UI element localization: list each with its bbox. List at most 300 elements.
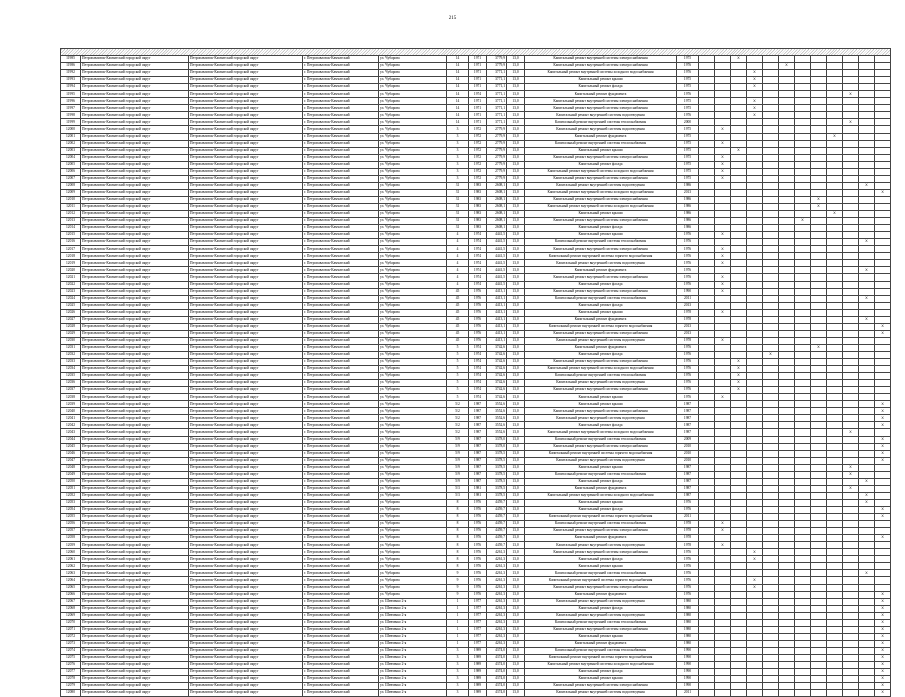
- mark-cell: [795, 605, 811, 612]
- mark-cell: [763, 429, 779, 436]
- mark-cell: X: [875, 647, 891, 654]
- mark-cell: [843, 274, 859, 281]
- mark-cell: [843, 225, 859, 232]
- last-repair-year-cell: 1976: [677, 351, 699, 358]
- municipality-cell-2: Петропавловск-Камчатский городской округ: [189, 84, 303, 91]
- mark-cell: [763, 612, 779, 619]
- street-cell: ул. Чубарова: [379, 77, 447, 84]
- last-repair-year-cell: 1976: [677, 112, 699, 119]
- municipality-cell-2: Петропавловск-Камчатский городской округ: [189, 492, 303, 499]
- mark-cell: [763, 239, 779, 246]
- area-cell: 4261,3: [487, 591, 507, 598]
- house-number-cell: 8: [447, 549, 469, 556]
- table-row: [61, 63, 891, 70]
- row-id: 12049: [61, 471, 81, 478]
- mark-cell: [875, 542, 891, 549]
- work-type-cell: Капитальный ремонт внутренней системы горячего водоснабжения: [525, 654, 677, 661]
- work-type-cell: Капитальный ремонт внутренней системы электроснабжения: [525, 584, 677, 591]
- mark-cell: [795, 359, 811, 366]
- mark-cell: [795, 676, 811, 683]
- mark-cell: [763, 119, 779, 126]
- mark-cell: [843, 288, 859, 295]
- house-number-cell: 14: [447, 77, 469, 84]
- area-cell: 2608,1: [487, 225, 507, 232]
- last-repair-year-cell: 1975: [677, 84, 699, 91]
- mark-cell: [827, 485, 843, 492]
- fee-cell: 13,0: [507, 591, 525, 598]
- area-cell: 4441,5: [487, 246, 507, 253]
- municipality-cell: Петропавловск-Камчатский городской округ: [81, 492, 189, 499]
- mark-cell: [811, 147, 827, 154]
- work-type-cell: Капитальный ремонт внутренней системы холодного водоснабжения: [525, 662, 677, 669]
- table-row: [61, 288, 891, 295]
- house-number-cell: 5: [447, 359, 469, 366]
- municipality-cell-2: Петропавловск-Камчатский городской округ: [189, 373, 303, 380]
- year-cell: 1971: [469, 63, 487, 70]
- fee-cell: 13,0: [507, 577, 525, 584]
- mark-cell: [811, 239, 827, 246]
- last-repair-year-cell: 1980: [677, 640, 699, 647]
- mark-cell: [795, 556, 811, 563]
- work-type-cell: Капитальный ремонт фундамента: [525, 344, 677, 351]
- mark-cell: [795, 570, 811, 577]
- house-number-cell: 8: [447, 528, 469, 535]
- mark-cell: [779, 295, 795, 302]
- mark-cell: [811, 98, 827, 105]
- year-cell: 1972: [469, 140, 487, 147]
- year-cell: 1972: [469, 168, 487, 175]
- mark-cell: [699, 683, 715, 690]
- mark-cell: [779, 591, 795, 598]
- mark-cell: [843, 56, 859, 63]
- year-cell: 1976: [469, 288, 487, 295]
- mark-cell: [763, 77, 779, 84]
- mark-cell: [843, 316, 859, 323]
- area-cell: 4459,7: [487, 514, 507, 521]
- municipality-cell-2: Петропавловск-Камчатский городской округ: [189, 436, 303, 443]
- year-cell: 1974: [469, 359, 487, 366]
- mark-cell: [843, 662, 859, 669]
- mark-cell: [747, 295, 763, 302]
- work-type-cell: Капитальный ремонт внутренней системы теплоснабжения: [525, 239, 677, 246]
- house-number-cell: 3: [447, 140, 469, 147]
- mark-cell: [843, 457, 859, 464]
- fee-cell: 13,0: [507, 351, 525, 358]
- year-cell: 1983: [469, 196, 487, 203]
- table-row: [61, 373, 891, 380]
- mark-cell: [843, 373, 859, 380]
- mark-cell: [779, 253, 795, 260]
- mark-cell: [811, 436, 827, 443]
- mark-cell: [715, 429, 731, 436]
- house-number-cell: 3: [447, 647, 469, 654]
- mark-cell: [811, 584, 827, 591]
- mark-cell: [827, 640, 843, 647]
- last-repair-year-cell: 1976: [677, 91, 699, 98]
- municipality-cell-2: Петропавловск-Камчатский городской округ: [189, 514, 303, 521]
- mark-cell: [715, 408, 731, 415]
- mark-cell: [843, 84, 859, 91]
- mark-cell: [715, 626, 731, 633]
- mark-cell: X: [859, 499, 875, 506]
- mark-cell: [715, 535, 731, 542]
- mark-cell: [795, 633, 811, 640]
- mark-cell: [715, 450, 731, 457]
- row-id: 12012: [61, 211, 81, 218]
- municipality-cell-2: Петропавловск-Камчатский городской округ: [189, 690, 303, 697]
- mark-cell: [875, 563, 891, 570]
- mark-cell: [731, 514, 747, 521]
- mark-cell: [875, 260, 891, 267]
- table-row: [61, 640, 891, 647]
- year-cell: 1981: [469, 492, 487, 499]
- mark-cell: [827, 175, 843, 182]
- work-type-cell: Капитальный ремонт внутренней системы холодного водоснабжения: [525, 366, 677, 373]
- row-id: 12061: [61, 556, 81, 563]
- table-row: [61, 654, 891, 661]
- mark-cell: [875, 112, 891, 119]
- fee-cell: 13,0: [507, 147, 525, 154]
- mark-cell: [715, 640, 731, 647]
- mark-cell: [699, 633, 715, 640]
- house-number-cell: 3: [447, 147, 469, 154]
- mark-cell: [699, 690, 715, 697]
- work-type-cell: Капитальный ремонт внутренней системы водоотведения: [525, 690, 677, 697]
- area-cell: 3378,5: [487, 464, 507, 471]
- row-id: 12015: [61, 232, 81, 239]
- mark-cell: [763, 211, 779, 218]
- mark-cell: [795, 84, 811, 91]
- mark-cell: [827, 521, 843, 528]
- mark-cell: [731, 690, 747, 697]
- last-repair-year-cell: 1990: [677, 683, 699, 690]
- city-cell: г. Петропавловск-Камчатский: [303, 591, 379, 598]
- municipality-cell: Петропавловск-Камчатский городской округ: [81, 288, 189, 295]
- municipality-cell: Петропавловск-Камчатский городской округ: [81, 274, 189, 281]
- mark-cell: [763, 373, 779, 380]
- last-repair-year-cell: 1978: [677, 528, 699, 535]
- mark-cell: [795, 330, 811, 337]
- municipality-cell: Петропавловск-Камчатский городской округ: [81, 91, 189, 98]
- mark-cell: [763, 626, 779, 633]
- area-cell: 2779,9: [487, 140, 507, 147]
- row-id: 12055: [61, 514, 81, 521]
- table-row: [61, 182, 891, 189]
- house-number-cell: 45: [447, 288, 469, 295]
- mark-cell: [699, 337, 715, 344]
- mark-cell: [827, 267, 843, 274]
- house-number-cell: 8: [447, 542, 469, 549]
- mark-cell: [859, 77, 875, 84]
- street-cell: ул. Чубарова: [379, 570, 447, 577]
- municipality-cell: Петропавловск-Камчатский городской округ: [81, 570, 189, 577]
- street-cell: ул. Чубарова: [379, 359, 447, 366]
- fee-cell: 13,0: [507, 203, 525, 210]
- work-type-cell: Капитальный ремонт внутренней системы холодного водоснабжения: [525, 70, 677, 77]
- mark-cell: [779, 584, 795, 591]
- area-cell: 4441,5: [487, 267, 507, 274]
- mark-cell: [859, 56, 875, 63]
- mark-cell: [747, 633, 763, 640]
- mark-cell: [827, 154, 843, 161]
- work-type-cell: Капитальный ремонт внутренней системы электроснабжения: [525, 683, 677, 690]
- year-cell: 1972: [469, 126, 487, 133]
- mark-cell: [795, 133, 811, 140]
- row-id: 11995: [61, 91, 81, 98]
- mark-cell: [827, 591, 843, 598]
- mark-cell: [731, 161, 747, 168]
- mark-cell: [875, 91, 891, 98]
- mark-cell: [859, 626, 875, 633]
- mark-cell: [699, 429, 715, 436]
- mark-cell: [875, 373, 891, 380]
- mark-cell: [731, 126, 747, 133]
- work-type-cell: Капитальный ремонт фасада: [525, 161, 677, 168]
- municipality-cell: Петропавловск-Камчатский городской округ: [81, 225, 189, 232]
- mark-cell: [875, 309, 891, 316]
- fee-cell: 13,0: [507, 633, 525, 640]
- mark-cell: [731, 84, 747, 91]
- mark-cell: [843, 619, 859, 626]
- municipality-cell-2: Петропавловск-Камчатский городской округ: [189, 70, 303, 77]
- mark-cell: [699, 373, 715, 380]
- year-cell: 1987: [469, 471, 487, 478]
- mark-cell: [827, 528, 843, 535]
- mark-cell: [731, 499, 747, 506]
- mark-cell: [875, 485, 891, 492]
- mark-cell: [779, 359, 795, 366]
- work-type-cell: Капитальный ремонт внутренней системы электроснабжения: [525, 154, 677, 161]
- mark-cell: [827, 218, 843, 225]
- city-cell: г. Петропавловск-Камчатский: [303, 260, 379, 267]
- mark-cell: [779, 288, 795, 295]
- mark-cell: [859, 598, 875, 605]
- mark-cell: [699, 464, 715, 471]
- area-cell: 3771,1: [487, 70, 507, 77]
- table-row: [61, 429, 891, 436]
- street-cell: ул. Шевченко 2-я: [379, 605, 447, 612]
- mark-cell: [731, 175, 747, 182]
- mark-cell: [715, 598, 731, 605]
- mark-cell: [715, 492, 731, 499]
- municipality-cell-2: Петропавловск-Камчатский городской округ: [189, 478, 303, 485]
- fee-cell: 13,0: [507, 373, 525, 380]
- house-number-cell: 1: [447, 633, 469, 640]
- year-cell: 1974: [469, 253, 487, 260]
- area-cell: 4441,5: [487, 260, 507, 267]
- municipality-cell: Петропавловск-Камчатский городской округ: [81, 302, 189, 309]
- mark-cell: [811, 669, 827, 676]
- mark-cell: [875, 140, 891, 147]
- work-type-cell: Капитальный ремонт крыши: [525, 77, 677, 84]
- mark-cell: [779, 70, 795, 77]
- mark-cell: [731, 647, 747, 654]
- mark-cell: [779, 351, 795, 358]
- mark-cell: [811, 302, 827, 309]
- mark-cell: [699, 528, 715, 535]
- mark-cell: [827, 690, 843, 697]
- area-cell: 3552,6: [487, 408, 507, 415]
- fee-cell: 13,0: [507, 344, 525, 351]
- year-cell: 1983: [469, 189, 487, 196]
- municipality-cell: Петропавловск-Камчатский городской округ: [81, 351, 189, 358]
- mark-cell: [875, 70, 891, 77]
- mark-cell: [699, 676, 715, 683]
- street-cell: ул. Чубарова: [379, 443, 447, 450]
- mark-cell: [763, 464, 779, 471]
- municipality-cell: Петропавловск-Камчатский городской округ: [81, 147, 189, 154]
- street-cell: ул. Шевченко 2-я: [379, 626, 447, 633]
- year-cell: 1971: [469, 84, 487, 91]
- mark-cell: [859, 288, 875, 295]
- house-number-cell: 8: [447, 563, 469, 570]
- mark-cell: [779, 387, 795, 394]
- mark-cell: [827, 373, 843, 380]
- mark-cell: [699, 175, 715, 182]
- mark-cell: [699, 323, 715, 330]
- area-cell: 4441,5: [487, 281, 507, 288]
- mark-cell: X: [747, 98, 763, 105]
- mark-cell: X: [715, 246, 731, 253]
- mark-cell: X: [811, 196, 827, 203]
- work-type-cell: Капитальный ремонт внутренней системы электроснабжения: [525, 63, 677, 70]
- mark-cell: [795, 196, 811, 203]
- mark-cell: [779, 633, 795, 640]
- table-row: [61, 126, 891, 133]
- mark-cell: [827, 70, 843, 77]
- mark-cell: [859, 443, 875, 450]
- mark-cell: [843, 309, 859, 316]
- mark-cell: [699, 394, 715, 401]
- municipality-cell: Петропавловск-Камчатский городской округ: [81, 598, 189, 605]
- municipality-cell: Петропавловск-Камчатский городской округ: [81, 112, 189, 119]
- mark-cell: [843, 492, 859, 499]
- mark-cell: [875, 295, 891, 302]
- row-id: 12022: [61, 281, 81, 288]
- mark-cell: [779, 577, 795, 584]
- fee-cell: 13,0: [507, 570, 525, 577]
- year-cell: 1976: [469, 323, 487, 330]
- mark-cell: [827, 542, 843, 549]
- municipality-cell-2: Петропавловск-Камчатский городской округ: [189, 549, 303, 556]
- mark-cell: [715, 70, 731, 77]
- city-cell: г. Петропавловск-Камчатский: [303, 676, 379, 683]
- mark-cell: [731, 598, 747, 605]
- house-number-cell: 3: [447, 683, 469, 690]
- row-id: 12067: [61, 598, 81, 605]
- house-number-cell: 8: [447, 521, 469, 528]
- municipality-cell: Петропавловск-Камчатский городской округ: [81, 359, 189, 366]
- work-type-cell: Капитальный ремонт внутренней системы теплоснабжения: [525, 295, 677, 302]
- work-type-cell: Капитальный ремонт фасада: [525, 225, 677, 232]
- city-cell: г. Петропавловск-Камчатский: [303, 351, 379, 358]
- area-cell: 4374,0: [487, 683, 507, 690]
- table-row: [61, 140, 891, 147]
- mark-cell: [827, 168, 843, 175]
- mark-cell: X: [875, 535, 891, 542]
- year-cell: 1987: [469, 478, 487, 485]
- mark-cell: [843, 584, 859, 591]
- mark-cell: [715, 612, 731, 619]
- mark-cell: [763, 408, 779, 415]
- last-repair-year-cell: 1987: [677, 422, 699, 429]
- mark-cell: [699, 260, 715, 267]
- year-cell: 1971: [469, 56, 487, 63]
- mark-cell: [699, 140, 715, 147]
- municipality-cell-2: Петропавловск-Камчатский городской округ: [189, 274, 303, 281]
- mark-cell: [875, 105, 891, 112]
- work-type-cell: Капитальный ремонт внутренней системы водоотведения: [525, 415, 677, 422]
- municipality-cell-2: Петропавловск-Камчатский городской округ: [189, 528, 303, 535]
- mark-cell: [795, 626, 811, 633]
- mark-cell: [715, 147, 731, 154]
- municipality-cell-2: Петропавловск-Камчатский городской округ: [189, 605, 303, 612]
- mark-cell: [747, 267, 763, 274]
- mark-cell: [843, 521, 859, 528]
- municipality-cell-2: Петропавловск-Камчатский городской округ: [189, 232, 303, 239]
- mark-cell: [731, 344, 747, 351]
- mark-cell: [699, 408, 715, 415]
- municipality-cell-2: Петропавловск-Камчатский городской округ: [189, 591, 303, 598]
- mark-cell: [875, 549, 891, 556]
- mark-cell: [747, 91, 763, 98]
- mark-cell: [699, 514, 715, 521]
- mark-cell: [795, 422, 811, 429]
- mark-cell: [715, 63, 731, 70]
- mark-cell: [763, 344, 779, 351]
- work-type-cell: Капитальный ремонт фасада: [525, 669, 677, 676]
- mark-cell: [731, 154, 747, 161]
- row-id: 12018: [61, 253, 81, 260]
- mark-cell: X: [731, 147, 747, 154]
- mark-cell: [827, 161, 843, 168]
- mark-cell: [875, 239, 891, 246]
- mark-cell: [859, 91, 875, 98]
- municipality-cell-2: Петропавловск-Камчатский городской округ: [189, 260, 303, 267]
- municipality-cell-2: Петропавловск-Камчатский городской округ: [189, 612, 303, 619]
- mark-cell: [763, 436, 779, 443]
- mark-cell: [747, 359, 763, 366]
- mark-cell: [811, 351, 827, 358]
- table-row: [61, 246, 891, 253]
- city-cell: г. Петропавловск-Камчатский: [303, 471, 379, 478]
- house-number-cell: 5: [447, 344, 469, 351]
- row-id: 12038: [61, 394, 81, 401]
- municipality-cell: Петропавловск-Камчатский городской округ: [81, 119, 189, 126]
- city-cell: г. Петропавловск-Камчатский: [303, 133, 379, 140]
- last-repair-year-cell: 1980: [677, 598, 699, 605]
- area-cell: 3771,1: [487, 91, 507, 98]
- last-repair-year-cell: 1987: [677, 401, 699, 408]
- mark-cell: [859, 126, 875, 133]
- mark-cell: [763, 683, 779, 690]
- mark-cell: [699, 549, 715, 556]
- mark-cell: [747, 676, 763, 683]
- row-id: 12005: [61, 161, 81, 168]
- mark-cell: [811, 373, 827, 380]
- fee-cell: 13,0: [507, 563, 525, 570]
- mark-cell: [811, 77, 827, 84]
- city-cell: г. Петропавловск-Камчатский: [303, 457, 379, 464]
- mark-cell: X: [731, 387, 747, 394]
- mark-cell: [843, 232, 859, 239]
- work-type-cell: Капитальный ремонт фундамента: [525, 316, 677, 323]
- year-cell: 1974: [469, 91, 487, 98]
- municipality-cell-2: Петропавловск-Камчатский городской округ: [189, 626, 303, 633]
- mark-cell: [715, 662, 731, 669]
- mark-cell: [859, 309, 875, 316]
- mark-cell: [699, 507, 715, 514]
